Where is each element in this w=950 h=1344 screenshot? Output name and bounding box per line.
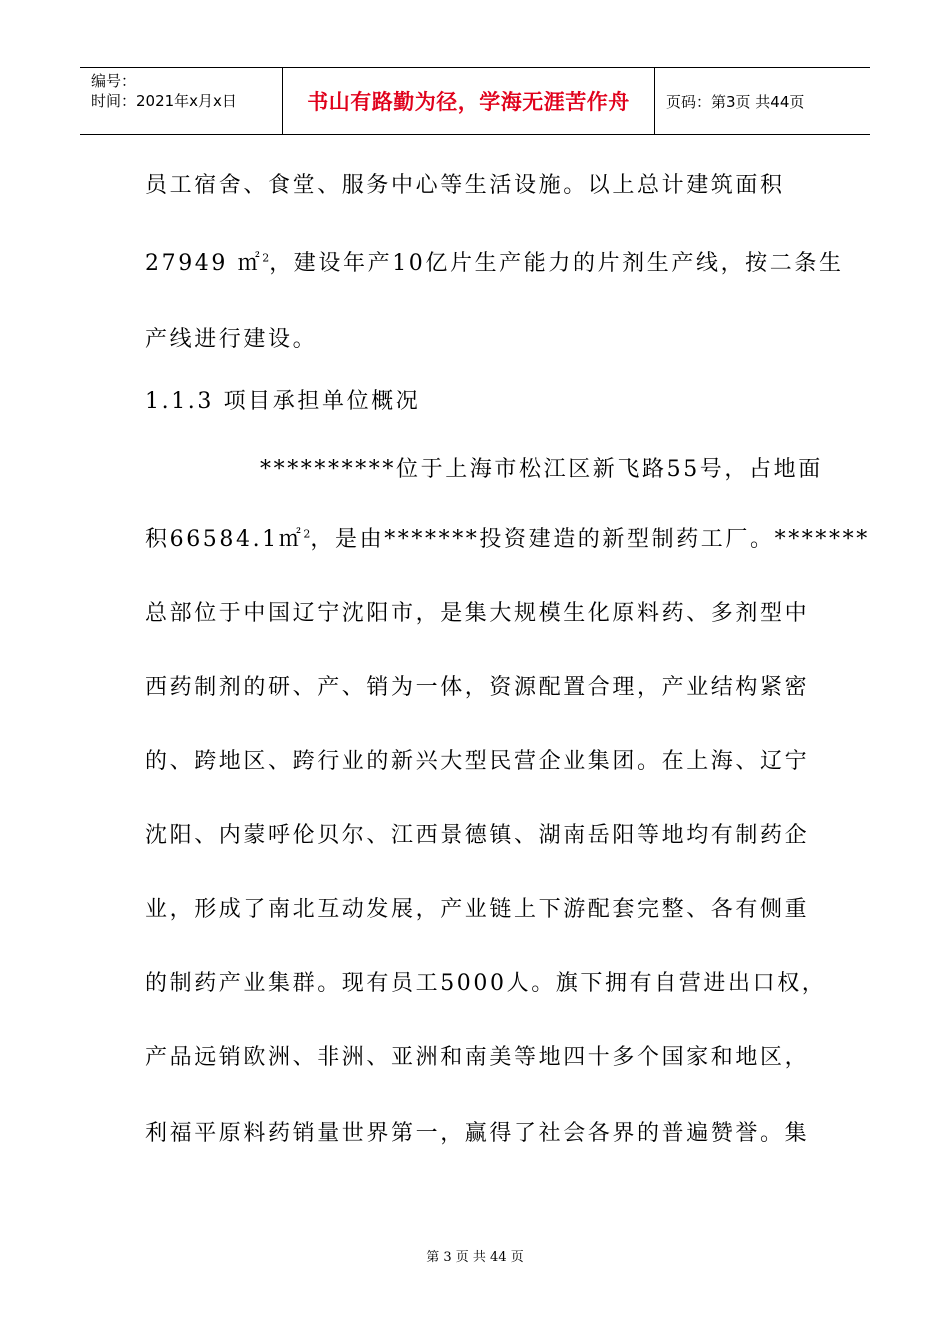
superscript: 2 bbox=[262, 251, 270, 265]
paragraph-line: 利福平原料药销量世界第一，赢得了社会各界的普遍赞誉。集 bbox=[145, 1121, 810, 1146]
superscript: 2 bbox=[303, 527, 311, 541]
header-motto: 书山有路勤为径，学海无涯苦作舟 bbox=[283, 68, 655, 134]
section-heading: 1.1.3 项目承担单位概况 bbox=[145, 389, 421, 414]
paragraph-line bbox=[145, 246, 844, 277]
paragraph-line: 的、跨地区、跨行业的新兴大型民营企业集团。在上海、辽宁 bbox=[145, 749, 810, 774]
paragraph-line: 产线进行建设。 bbox=[145, 327, 318, 352]
paragraph-line: 业，形成了南北互动发展，产业链上下游配套完整、各有侧重 bbox=[145, 897, 810, 922]
area-value: 积66584.1㎡ bbox=[145, 527, 304, 552]
paragraph-line: 西药制剂的研、产、销为一体，资源配置合理，产业结构紧密 bbox=[145, 675, 810, 700]
paragraph-line: 的制药产业集群。现有员工5000人。旗下拥有自营进出口权， bbox=[145, 971, 827, 996]
paragraph-line: 总部位于中国辽宁沈阳市，是集大规模生化原料药、多剂型中 bbox=[145, 601, 810, 626]
paragraph-line: 员工宿舍、食堂、服务中心等生活设施。以上总计建筑面积 bbox=[145, 173, 785, 198]
area-value: 27949 ㎡ bbox=[145, 251, 263, 276]
page-footer: 第 3 页 共 44 页 bbox=[426, 1250, 524, 1265]
paragraph-line: 产品远销欧洲、非洲、亚洲和南美等地四十多个国家和地区， bbox=[145, 1045, 810, 1070]
line-text: ，建设年产10亿片生产能力的片剂生产线，按二条生 bbox=[269, 251, 844, 276]
line-text: ，是由*******投资建造的新型制药工厂。******* bbox=[310, 527, 870, 552]
paragraph-line bbox=[145, 522, 870, 553]
document-number-label: 编号： bbox=[91, 72, 137, 90]
document-date: 时间：2021年x月x日 bbox=[91, 92, 237, 110]
header-meta bbox=[80, 68, 283, 134]
paragraph-line: **********位于上海市松江区新飞路55号，占地面 bbox=[260, 457, 823, 482]
paragraph-line: 沈阳、内蒙呼伦贝尔、江西景德镇、湖南岳阳等地均有制药企 bbox=[145, 823, 810, 848]
document-header bbox=[80, 67, 870, 135]
header-page-info: 页码：第3页 共44页 bbox=[666, 92, 805, 111]
